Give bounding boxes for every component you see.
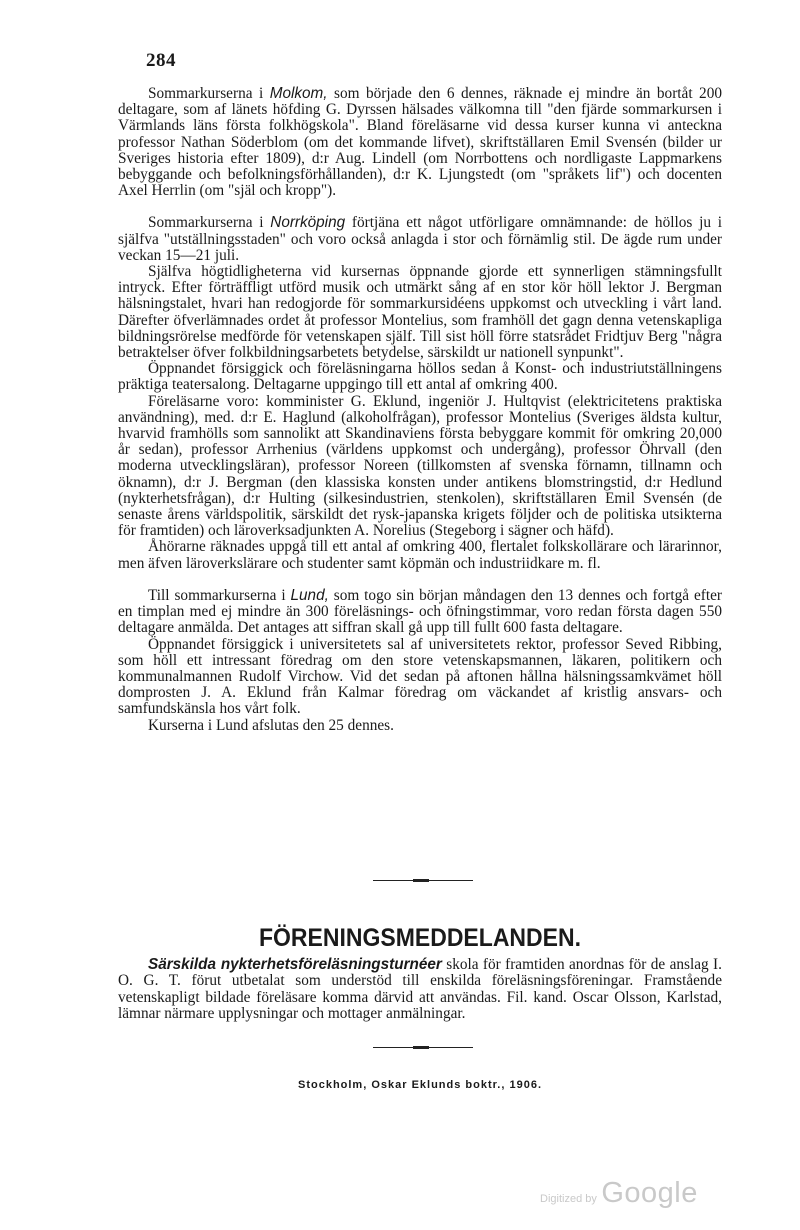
norrkoping-lead: Sommarkurserna i xyxy=(148,214,271,232)
digitized-watermark xyxy=(540,1177,698,1210)
place-norrkoping: Norrköping xyxy=(270,214,346,232)
announcement-text: skola för framtiden anordnas för de anslag I. O. G. T. förut utbetalat som understöd till enskilda föreläsningsföreningar. Framstående vetenskapligt bildade föreläsare komma därvid att användas. Fil. kand. Oscar Olsson, Karlstad, lämnar närmare upplysningar och mottager anmälningar. xyxy=(118,956,722,1023)
paragraph-announcement xyxy=(118,957,722,1023)
paragraph-molkom xyxy=(118,86,722,199)
molkom-text: som började den 6 dennes, räknade ej mindre än bortåt 200 deltagare, som af länets höfding G. Dyrssen hälsades välkomna till "den fjärde sommarkursen i Värmlands läns första folkhögskola". Bland föreläsarne vid dessa kurser kunna vi anteckna professor Nathan Söderblom (om det kommande lifvet), skriftställaren Emil Svensén (bilder ur Sveriges historia efter 1809), d:r Aug. Lindell (om Norrbottens och nordligaste Lappmarkens bebyggande och befolkningsförhållanden), d:r K. Ljungstedt (om "språkets lif") och docenten Axel Herrlin (om "själ och kropp"). xyxy=(118,85,723,200)
paragraph-norrkoping-lecturers: Föreläsarne voro: komminister G. Eklund, ingeniör J. Hultqvist (elektricitetens praktiska användning), med. d:r E. Haglund (alkoholfrågan), professor Montelius (Sveriges äldsta kultur, hvarvid framhölls som sannolikt att Skandinaviens första bebyggare kommit för omkring 20,000 år sedan), professor Arrhenius (världens uppkomst och undergång), professor Öhrvall (den moderna utvecklingsläran), professor Noreen (tillkomsten af svenska förnamn, tillnamn och öknamn), d:r J. Bergman (den klassiska konsten under antikens blomstringstid, d:r Hedlund (nykterhetsfrågan), d:r Hulting (silkesindustrien, stenkolen), skriftställaren Emil Svensén (de senaste årens världspolitik, särskildt det rysk-japanska krigets följder och de politiska utsikterna för framtiden) och läroverksadjunkten A. Norelius (Stegeborg i sägner och häfd). xyxy=(118,392,722,540)
announcement-lead: Särskilda nykterhetsföreläsningsturnéer xyxy=(148,956,442,973)
google-logo: Google xyxy=(601,1177,698,1209)
paragraph-norrkoping xyxy=(118,215,722,264)
place-lund: Lund, xyxy=(290,586,329,604)
section-foreningsmeddelanden xyxy=(118,957,722,1023)
paragraph-norrkoping-venue: Öppnandet försiggick och föreläsningarna höllos sedan å Konst- och industriutställningens präktiga teatersalong. Deltagarne uppgingo till ett antal af omkring 400. xyxy=(118,360,722,394)
article-sommarkurser xyxy=(118,86,722,734)
paragraph-norrkoping-audience: Åhörarne räknades uppgå till ett antal af omkring 400, flertalet folkskollärare och lärarinnor, men äfven läroverkslärare och studenter samt köpmän och industriidkare m. fl. xyxy=(118,538,722,572)
norrkoping-text: förtjäna ett något utförligare omnämnande: de höllos ju i själfva "utställningsstaden" och voro också anlagda i stor och förnämlig stil. De ägde rum under veckan 15—21 juli. xyxy=(118,214,722,264)
watermark-prefix: Digitized by xyxy=(540,1193,597,1205)
lund-text: som togo sin början måndagen den 13 dennes och fortgå efter en timplan med ej mindre än 300 föreläsnings- och öfningstimmar, voro redan första dagen 550 deltagare anmälda. Det antages att siffran skall gå upp till fullt 600 fasta deltagare. xyxy=(118,586,722,637)
closing-divider xyxy=(373,1047,473,1048)
printer-imprint: Stockholm, Oskar Eklunds boktr., 1906. xyxy=(297,1079,543,1091)
page-number: 284 xyxy=(146,50,176,71)
paragraph-lund-closing: Kurserna i Lund afslutas den 25 dennes. xyxy=(148,716,394,734)
paragraph-lund-opening: Öppnandet försiggick i universitetets sal af universitetets rektor, professor Seved Ribbing, som höll ett intressant föredrag om den store vetenskapsmannen, läkaren, politikern och kommunalmannen Rudolf Virchow. Vid det sedan på aftonen hållna hälsningssamkvämet höll domprosten J. A. Eklund från Kalmar föredrag om väckandet af kristlig ansvars- och samfundskänsla hos vårt folk. xyxy=(118,635,722,718)
place-molkom: Molkom, xyxy=(269,85,328,102)
section-title: FÖRENINGSMEDDELANDEN. xyxy=(258,924,581,952)
section-divider xyxy=(373,880,473,881)
lund-lead: Till sommarkurserna i xyxy=(148,586,291,604)
paragraph-lund xyxy=(118,588,722,637)
molkom-lead: Sommarkurserna i xyxy=(148,85,270,102)
paragraph-norrkoping-opening: Själfva högtidligheterna vid kursernas öppnande gjorde ett synnerligen stämningsfullt intryck. Efter förträffligt utförd musik och utmärkt sång af en stor kör höll lektor J. Bergman hälsningstalet, hvari han redogjorde för sommarkursidéens uppkomst och utveckling i vårt land. Därefter öfverlämnades ordet åt professor Montelius, som framhöll det gagn denna vetenskapliga bildningsrörelse medförde för vetenskapen själf. Till sist höll förre statsrådet Fridtjuv Berg "några betraktelser öfver folkbildningsarbetets betydelse, särskildt ur nationell synpunkt". xyxy=(118,263,722,362)
